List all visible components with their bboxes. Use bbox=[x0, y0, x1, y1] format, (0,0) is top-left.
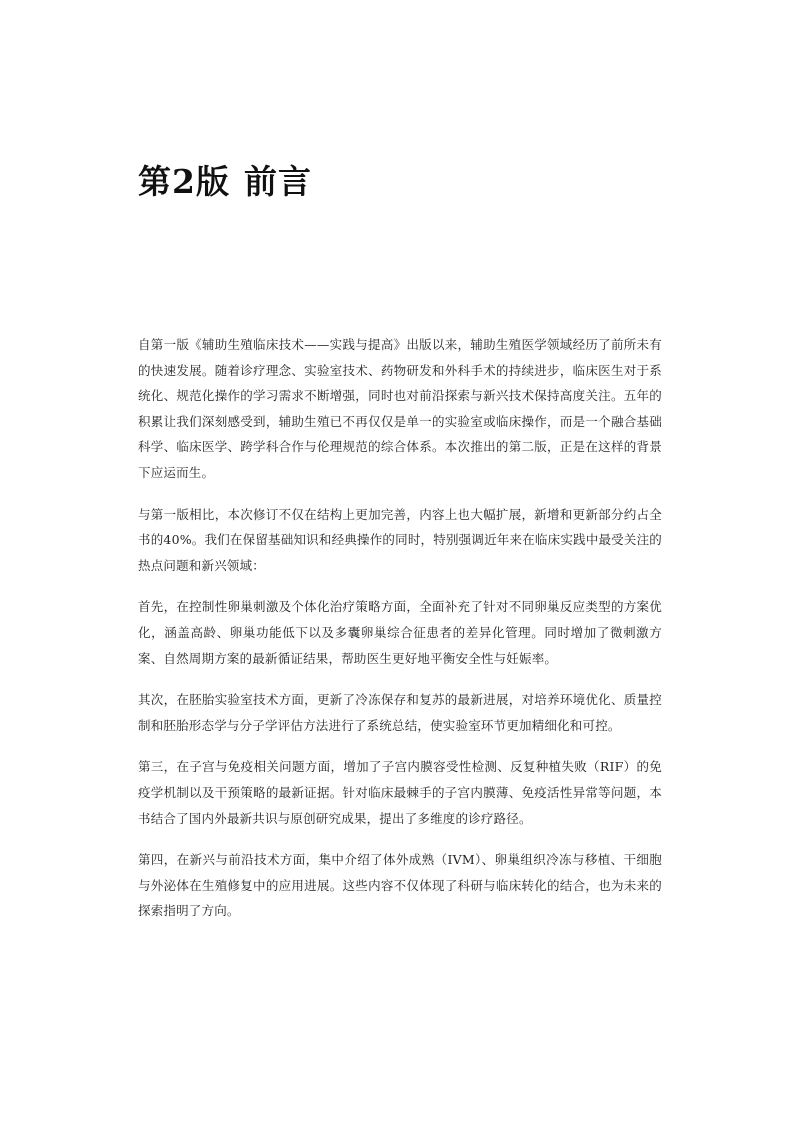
edition-label: 第2版 bbox=[138, 162, 230, 201]
paragraph-second-point: 其次，在胚胎实验室技术方面，更新了冷冻保存和复苏的最新进展，对培养环境优化、质量控制和胚胎形态学与分子学评估方法进行了系统总结，使实验室环节更加精细化和可控。 bbox=[138, 692, 662, 733]
preface-body bbox=[138, 332, 662, 940]
paragraph-third-point: 第三，在子宫与免疫相关问题方面，增加了子宫内膜容受性检测、反复种植失败（RIF）的免疫学机制以及干预策略的最新证据。针对临床最棘手的子宫内膜薄、免疫活性异常等问题，本书结合了国内外最新共识与原创研究成果，提出了多维度的诊疗路径。 bbox=[138, 759, 662, 826]
paragraph-first-point: 首先，在控制性卵巢刺激及个体化治疗策略方面，全面补充了针对不同卵巢反应类型的方案优化，涵盖高龄、卵巢功能低下以及多囊卵巢综合征患者的差异化管理。同时增加了微刺激方案、自然周期方案的最新循证结果，帮助医生更好地平衡安全性与妊娠率。 bbox=[138, 599, 662, 666]
paragraph-fourth-point: 第四，在新兴与前沿技术方面，集中介绍了体外成熟（IVM）、卵巢组织冷冻与移植、干细胞与外泌体在生殖修复中的应用进展。这些内容不仅体现了科研与临床转化的结合，也为未来的探索指明了方向。 bbox=[138, 852, 662, 919]
preface-label: 前言 bbox=[243, 162, 312, 201]
page-title bbox=[138, 160, 312, 204]
paragraph-revision-overview: 与第一版相比，本次修订不仅在结构上更加完善，内容上也大幅扩展，新增和更新部分约占全书的40%。我们在保留基础知识和经典操作的同时，特别强调近年来在临床实践中最受关注的热点问题和新兴领域： bbox=[138, 506, 662, 573]
paragraph-intro: 自第一版《辅助生殖临床技术——实践与提高》出版以来，辅助生殖医学领域经历了前所未有的快速发展。随着诊疗理念、实验室技术、药物研发和外科手术的持续进步，临床医生对于系统化、规范化操作的学习需求不断增强，同时也对前沿探索与新兴技术保持高度关注。五年的积累让我们深刻感受到，辅助生殖已不再仅仅是单一的实验室或临床操作，而是一个融合基础科学、临床医学、跨学科合作与伦理规范的综合体系。本次推出的第二版，正是在这样的背景下应运而生。 bbox=[138, 337, 662, 480]
